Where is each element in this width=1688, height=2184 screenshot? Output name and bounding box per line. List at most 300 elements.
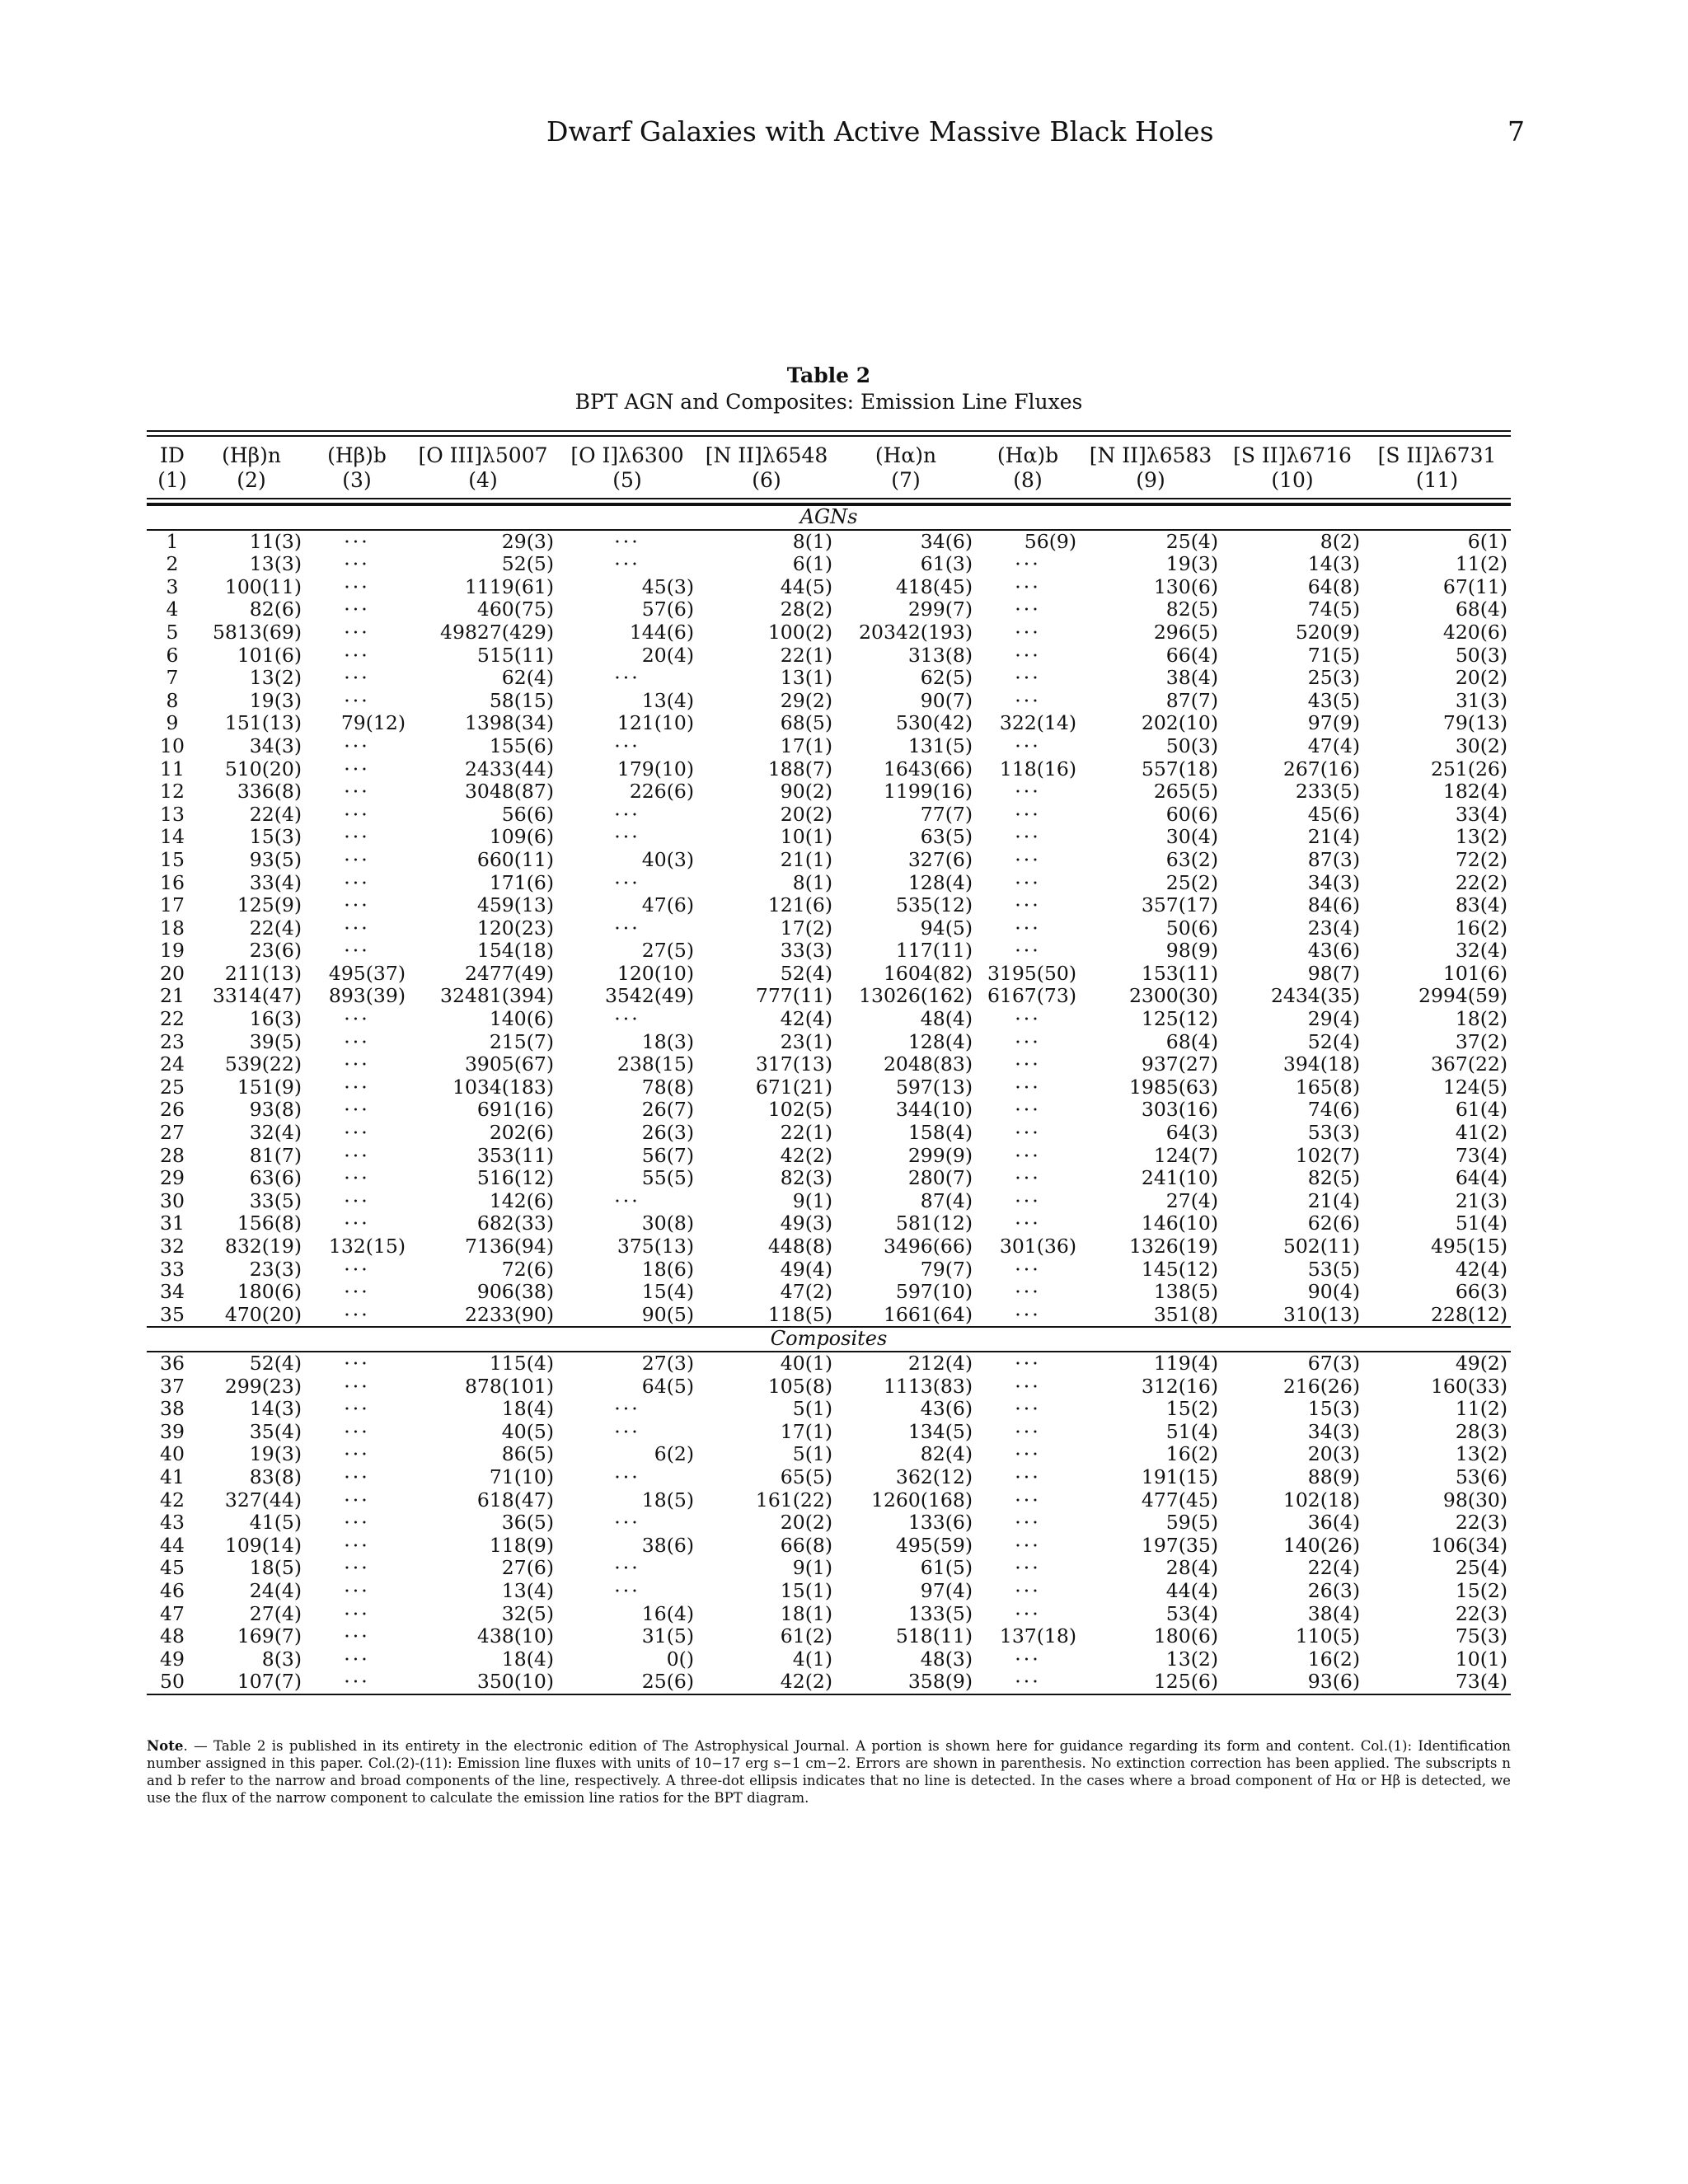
table-cell: 5(1) (792, 1397, 832, 1421)
table-cell: 61(3) (920, 552, 973, 576)
table-cell: 130(6) (1153, 574, 1218, 598)
table-cell: ··· (1015, 1302, 1041, 1326)
table-cell: ··· (344, 1302, 370, 1326)
table-cell: 13(4) (641, 688, 694, 712)
table-cell: ··· (344, 1556, 370, 1580)
table-cell: 33(5) (249, 1188, 302, 1212)
table-cell: 21(4) (1307, 1188, 1360, 1212)
table-cell: 36 (160, 1351, 185, 1375)
table-cell: 33(4) (249, 870, 302, 894)
table-cell: 87(3) (1307, 847, 1360, 871)
table-cell: 68(5) (780, 711, 832, 735)
table-cell: 64(3) (1165, 1121, 1218, 1145)
table-cell: 22(4) (249, 916, 302, 940)
table-cell: ··· (1015, 1533, 1041, 1557)
table-cell: 100(2) (767, 620, 832, 644)
table-cell: 151(13) (224, 711, 302, 735)
table-cell: ··· (344, 939, 370, 963)
table-cell: 6167(73) (987, 984, 1076, 1008)
table-cell: ··· (1015, 666, 1041, 690)
table-cell: 117(11) (895, 939, 973, 963)
table-cell: 131(5) (907, 733, 973, 757)
table-cell: 87(4) (920, 1188, 973, 1212)
table-cell: 125(9) (237, 893, 302, 917)
table-row (147, 598, 1511, 621)
table-cell: 142(6) (489, 1188, 554, 1212)
table-row (147, 940, 1511, 963)
table-cell: 133(6) (907, 1511, 973, 1535)
table-cell: ··· (344, 870, 370, 894)
table-row (147, 621, 1511, 644)
table-cell: 539(22) (224, 1052, 302, 1076)
table-cell: 132(15) (328, 1235, 406, 1258)
table-cell: ··· (1015, 1488, 1041, 1511)
table-cell: 169(7) (237, 1624, 302, 1648)
table-cell: 82(3) (780, 1166, 832, 1190)
table-cell: 18(5) (249, 1556, 302, 1580)
table-cell: 48(3) (920, 1647, 973, 1671)
table-cell: ··· (1015, 1098, 1041, 1122)
table-cell: 144(6) (629, 620, 694, 644)
table-cell: 24(4) (249, 1578, 302, 1602)
table-row (147, 780, 1511, 804)
table-row (147, 1671, 1511, 1694)
table-cell: 23(4) (1307, 916, 1360, 940)
table-cell: 22(2) (1455, 870, 1508, 894)
table-cell: 101(6) (1442, 961, 1508, 985)
table-cell: 327(6) (907, 847, 973, 871)
column-header: (Hβ)b (327, 443, 387, 467)
table-cell: 17 (160, 893, 185, 917)
table-cell: 470(20) (224, 1302, 302, 1326)
table-row (147, 1466, 1511, 1489)
table-row (147, 826, 1511, 849)
table-cell: 133(5) (907, 1601, 973, 1625)
table-cell: 37(2) (1455, 1029, 1508, 1053)
table-cell: 93(5) (249, 847, 302, 871)
column-header: ID (160, 443, 185, 467)
table-cell: ··· (614, 1397, 640, 1421)
note-label: Note (147, 1737, 184, 1754)
table-cell: 19(3) (249, 1442, 302, 1466)
table-cell: 53(6) (1455, 1465, 1508, 1488)
table-cell: 98(7) (1307, 961, 1360, 985)
table-cell: 22(3) (1455, 1511, 1508, 1535)
table-cell: ··· (344, 780, 370, 804)
table-cell: 82(4) (920, 1442, 973, 1466)
section-header (147, 1327, 1511, 1352)
table-cell: 215(7) (489, 1029, 554, 1053)
table-cell: 49(4) (780, 1257, 832, 1281)
table-cell: 202(10) (1141, 711, 1218, 735)
column-header: (Hα)b (996, 443, 1059, 467)
table-cell: 5 (166, 620, 179, 644)
table-row (147, 735, 1511, 758)
table-cell: 45(6) (1307, 802, 1360, 826)
table-row (147, 1099, 1511, 1122)
table-cell: 47(2) (780, 1280, 832, 1304)
table-cell: ··· (1015, 1511, 1041, 1535)
table-cell: ··· (344, 1121, 370, 1145)
table-cell: 28(4) (1165, 1556, 1218, 1580)
table-cell: 15(2) (1165, 1397, 1218, 1421)
table-cell: 26(7) (641, 1098, 694, 1122)
table-cell: 39 (160, 1419, 185, 1443)
table-cell: 182(4) (1442, 780, 1508, 804)
table-cell: 82(5) (1165, 598, 1218, 621)
table-cell: 495(37) (328, 961, 406, 985)
table-cell: ··· (344, 1351, 370, 1375)
table-cell: 280(7) (907, 1166, 973, 1190)
table-cell: 102(5) (767, 1098, 832, 1122)
column-header: [O I]λ6300 (570, 443, 684, 467)
table-cell: 1260(168) (871, 1488, 973, 1511)
table-cell: 28(2) (780, 598, 832, 621)
table-cell: 20(4) (641, 643, 694, 667)
table-cell: 31(5) (641, 1624, 694, 1648)
table-cell: 50(6) (1165, 916, 1218, 940)
table-cell: 146(10) (1141, 1212, 1218, 1235)
table-cell: 45 (160, 1556, 185, 1580)
table-cell: 21 (160, 984, 185, 1008)
table-cell: 77(7) (920, 802, 973, 826)
table-row (147, 690, 1511, 713)
table-cell: 51(4) (1455, 1212, 1508, 1235)
table-cell: 119(4) (1153, 1351, 1218, 1375)
table-cell: 47 (160, 1601, 185, 1625)
table-cell: 25 (160, 1075, 185, 1099)
column-header: [S II]λ6731 (1377, 443, 1497, 467)
table-cell: 394(18) (1282, 1052, 1360, 1076)
table-cell: ··· (344, 643, 370, 667)
table-cell: 351(8) (1153, 1302, 1218, 1326)
table-cell: 73(4) (1455, 1143, 1508, 1167)
table-cell: 448(8) (767, 1235, 832, 1258)
table-cell: 516(12) (476, 1166, 554, 1190)
table-cell: ··· (1015, 1075, 1041, 1099)
table-cell: 109(6) (489, 825, 554, 849)
section-header (147, 505, 1511, 530)
table-cell: 2048(83) (883, 1052, 973, 1076)
table-row (147, 758, 1511, 781)
table-cell: 16 (160, 870, 185, 894)
table-cell: 15(3) (249, 825, 302, 849)
table-cell: ··· (1015, 1007, 1041, 1031)
table-cell: 30(4) (1165, 825, 1218, 849)
table-cell: 50 (160, 1670, 185, 1694)
table-cell: 40(1) (780, 1351, 832, 1375)
table-cell: 48(4) (920, 1007, 973, 1031)
table-cell: 71(10) (489, 1465, 554, 1488)
table-cell: 101(6) (237, 643, 302, 667)
table-row (147, 1031, 1511, 1054)
table-cell: 42(4) (1455, 1257, 1508, 1281)
table-cell: 3496(66) (883, 1235, 973, 1258)
table-cell: 98(9) (1165, 939, 1218, 963)
table-cell: 34(6) (920, 529, 973, 553)
table-cell: 8(1) (792, 870, 832, 894)
table-cell: 67(3) (1307, 1351, 1360, 1375)
table-cell: 153(11) (1141, 961, 1218, 985)
table-title: BPT AGN and Composites: Emission Line Fluxes (574, 390, 1083, 414)
table-cell: 13 (160, 802, 185, 826)
table-cell: 16(4) (641, 1601, 694, 1625)
table-cell: 75(3) (1455, 1624, 1508, 1648)
table-cell: 251(26) (1430, 757, 1508, 780)
table-cell: 8(3) (261, 1647, 302, 1671)
table-cell: 56(7) (641, 1143, 694, 1167)
table-cell: ··· (1015, 1465, 1041, 1488)
table-cell: 64(8) (1307, 574, 1360, 598)
table-cell: 71(5) (1307, 643, 1360, 667)
table-cell: ··· (1015, 847, 1041, 871)
table-cell: 105(8) (767, 1374, 832, 1398)
table-cell: 35 (160, 1302, 185, 1326)
table-cell: 25(4) (1165, 529, 1218, 553)
table-cell: 15(1) (780, 1578, 832, 1602)
table-cell: 18 (160, 916, 185, 940)
table-cell: 50(3) (1455, 643, 1508, 667)
table-cell: ··· (344, 1374, 370, 1398)
table-cell: 140(26) (1282, 1533, 1360, 1557)
table-cell: 32481(394) (440, 984, 554, 1008)
table-cell: 18(3) (641, 1029, 694, 1053)
table-cell: 438(10) (476, 1624, 554, 1648)
table-cell: ··· (344, 1647, 370, 1671)
table-cell: 49(2) (1455, 1351, 1508, 1375)
table-cell: 16(2) (1307, 1647, 1360, 1671)
header-rule (147, 498, 1511, 504)
table-cell: 191(15) (1141, 1465, 1218, 1488)
table-cell: 93(6) (1307, 1670, 1360, 1694)
table-cell: 33(4) (1455, 802, 1508, 826)
table-cell: 52(4) (780, 961, 832, 985)
table-cell: 110(5) (1295, 1624, 1360, 1648)
table-cell: ··· (344, 1511, 370, 1535)
table-cell: 22(4) (1307, 1556, 1360, 1580)
table-cell: 3314(47) (212, 984, 302, 1008)
table-cell: 17(1) (780, 733, 832, 757)
table-cell: 49(3) (780, 1212, 832, 1235)
table-cell: 35(4) (249, 1419, 302, 1443)
table-cell: 48 (160, 1624, 185, 1648)
table-row (147, 1352, 1511, 1376)
column-number: (4) (468, 468, 498, 492)
table-cell: ··· (1015, 1351, 1041, 1375)
table-cell: 296(5) (1153, 620, 1218, 644)
table-cell: 212(4) (907, 1351, 973, 1375)
table-cell: ··· (344, 1212, 370, 1235)
table-cell: ··· (614, 1465, 640, 1488)
table-cell: 41(5) (249, 1511, 302, 1535)
table-cell: 25(2) (1165, 870, 1218, 894)
table-cell: 197(35) (1141, 1533, 1218, 1557)
table-cell: 81(7) (249, 1143, 302, 1167)
table-cell: ··· (614, 1188, 640, 1212)
table-cell: ··· (344, 1670, 370, 1694)
table-cell: 3 (166, 574, 179, 598)
table-cell: 2477(49) (464, 961, 554, 985)
table-cell: ··· (344, 620, 370, 644)
table-cell: ··· (614, 1511, 640, 1535)
table-cell: 68(4) (1455, 598, 1508, 621)
table-cell: ··· (344, 1533, 370, 1557)
table-cell: 63(2) (1165, 847, 1218, 871)
table-cell: 27 (160, 1121, 185, 1145)
table-cell: 937(27) (1141, 1052, 1218, 1076)
table-cell: 90(2) (780, 780, 832, 804)
table-cell: ··· (344, 1188, 370, 1212)
table-cell: ··· (1015, 1188, 1041, 1212)
table-cell: 90(7) (920, 688, 973, 712)
table-cell: 61(4) (1455, 1098, 1508, 1122)
table-cell: 72(6) (501, 1257, 554, 1281)
table-cell: 37 (160, 1374, 185, 1398)
table-cell: 58(15) (489, 688, 554, 712)
table-cell: 557(18) (1141, 757, 1218, 780)
table-cell: 12 (160, 780, 185, 804)
table-row (147, 1648, 1511, 1671)
table-cell: 87(7) (1165, 688, 1218, 712)
table-cell: 24 (160, 1052, 185, 1076)
table-cell: 27(4) (1165, 1188, 1218, 1212)
table-cell: 18(2) (1455, 1007, 1508, 1031)
table-cell: 460(75) (476, 598, 554, 621)
table-cell: 42(2) (780, 1143, 832, 1167)
column-header: (Hα)n (874, 443, 937, 467)
table-cell: 18(4) (501, 1647, 554, 1671)
table-cell: 23(6) (249, 939, 302, 963)
table-cell: 13(4) (501, 1578, 554, 1602)
table-cell: 29(4) (1307, 1007, 1360, 1031)
table-cell: 55(5) (641, 1166, 694, 1190)
table-row (147, 576, 1511, 599)
table-cell: 53(4) (1165, 1601, 1218, 1625)
table-cell: ··· (344, 1601, 370, 1625)
table-cell: 44 (160, 1533, 185, 1557)
table-cell: 17(1) (780, 1419, 832, 1443)
table-cell: 90(5) (641, 1302, 694, 1326)
table-cell: ··· (1015, 1556, 1041, 1580)
table-cell: 49 (160, 1647, 185, 1671)
table-cell: 13(1) (780, 666, 832, 690)
table-cell: 34 (160, 1280, 185, 1304)
running-title: Dwarf Galaxies with Active Massive Black Holes (546, 115, 1214, 148)
table-cell: 238(15) (617, 1052, 694, 1076)
table-cell: ··· (1015, 688, 1041, 712)
table-cell: 6 (166, 643, 179, 667)
table-cell: 25(6) (641, 1670, 694, 1694)
table-cell: ··· (1015, 939, 1041, 963)
table-cell: 42(2) (780, 1670, 832, 1694)
table-cell: ··· (344, 1488, 370, 1511)
table-cell: 66(4) (1165, 643, 1218, 667)
table-cell: ··· (614, 552, 640, 576)
table-cell: 66(8) (780, 1533, 832, 1557)
table-cell: 27(4) (249, 1601, 302, 1625)
table-cell: ··· (344, 916, 370, 940)
table-cell: ··· (1015, 916, 1041, 940)
section-title: Composites (147, 1327, 1511, 1352)
table-cell: 16(2) (1165, 1442, 1218, 1466)
table-cell: 7 (166, 666, 179, 690)
table-cell: ··· (344, 1098, 370, 1122)
table-cell: 45(3) (641, 574, 694, 598)
table-cell: 179(10) (617, 757, 694, 780)
table-cell: ··· (1015, 870, 1041, 894)
table-cell: 20(2) (1455, 666, 1508, 690)
table-cell: 98(30) (1442, 1488, 1508, 1511)
table-cell: 16(3) (249, 1007, 302, 1031)
table-cell: 510(20) (224, 757, 302, 780)
table-cell: 777(11) (755, 984, 832, 1008)
table-cell: 27(3) (641, 1351, 694, 1375)
table-cell: 165(8) (1295, 1075, 1360, 1099)
table-cell: 180(6) (237, 1280, 302, 1304)
table-cell: 84(6) (1307, 893, 1360, 917)
table-cell: 121(6) (767, 893, 832, 917)
table-cell: 40(3) (641, 847, 694, 871)
table-row (147, 1281, 1511, 1304)
table-cell: ··· (344, 1029, 370, 1053)
table-cell: ··· (1015, 1397, 1041, 1421)
table-cell: 36(4) (1307, 1511, 1360, 1535)
running-head (0, 115, 1688, 152)
emission-line-table (147, 430, 1511, 1695)
column-number: (9) (1136, 468, 1165, 492)
table-cell: ··· (1015, 1647, 1041, 1671)
table-cell: 20(3) (1307, 1442, 1360, 1466)
table-cell: 18(1) (780, 1601, 832, 1625)
table-cell: ··· (1015, 802, 1041, 826)
table-cell: ··· (614, 802, 640, 826)
column-number: (5) (612, 468, 642, 492)
table-cell: 618(47) (476, 1488, 554, 1511)
table-cell: 1604(82) (883, 961, 973, 985)
table-cell: 188(7) (767, 757, 832, 780)
table-cell: 14 (160, 825, 185, 849)
table-row (147, 1304, 1511, 1328)
table-cell: 134(5) (907, 1419, 973, 1443)
table-cell: 15(2) (1455, 1578, 1508, 1602)
table-row (147, 894, 1511, 917)
table-cell: 120(10) (617, 961, 694, 985)
table-cell: 13(2) (1455, 825, 1508, 849)
table-cell: 11(3) (249, 529, 302, 553)
table-cell: ··· (344, 529, 370, 553)
table-cell: 180(6) (1153, 1624, 1218, 1648)
table-cell: 18(6) (641, 1257, 694, 1281)
table-cell: 515(11) (476, 643, 554, 667)
table-cell: 28 (160, 1143, 185, 1167)
table-cell: ··· (344, 1280, 370, 1304)
table-cell: ··· (614, 916, 640, 940)
table-cell: 21(4) (1307, 825, 1360, 849)
table-cell: 61(2) (780, 1624, 832, 1648)
table-cell: ··· (614, 1556, 640, 1580)
table-cell: 893(39) (328, 984, 406, 1008)
table-cell: ··· (1015, 598, 1041, 621)
table-cell: 62(5) (920, 666, 973, 690)
table-cell: 115(4) (489, 1351, 554, 1375)
table-cell: 4 (166, 598, 179, 621)
table-cell: 158(4) (907, 1121, 973, 1145)
table-cell: 5813(69) (212, 620, 302, 644)
table-cell: 4(1) (792, 1647, 832, 1671)
table-cell: 8(1) (792, 529, 832, 553)
table-cell: 23(3) (249, 1257, 302, 1281)
table-cell: 671(21) (755, 1075, 832, 1099)
